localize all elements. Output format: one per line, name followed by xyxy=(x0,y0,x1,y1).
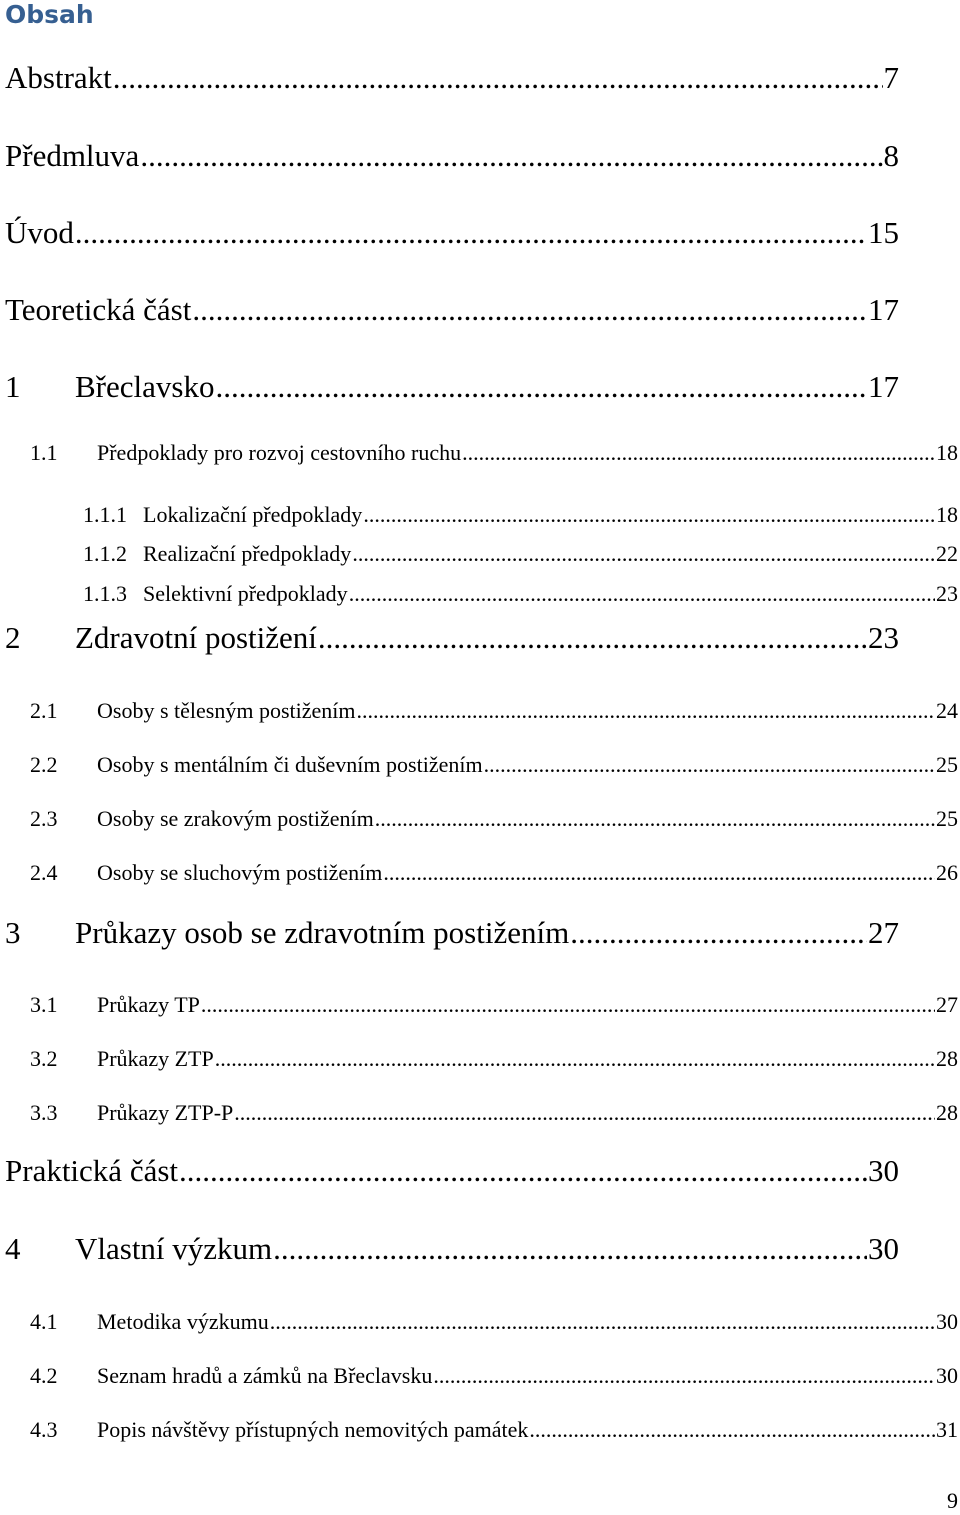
toc-entry-prakticka-cast[interactable] xyxy=(5,1151,899,1191)
toc-entry-text: Selektivní předpoklady xyxy=(143,581,348,606)
toc-entry-number: 1.1.1 xyxy=(83,502,127,527)
toc-entry-text: Teoretická část xyxy=(5,292,192,327)
toc-entry-number: 3 xyxy=(5,915,21,950)
toc-entry-page: 27 xyxy=(868,915,899,950)
toc-entry-text: Průkazy TP xyxy=(97,992,200,1017)
toc-entry-number: 3.3 xyxy=(30,1100,58,1125)
toc-entry-section-4-1[interactable] xyxy=(30,1308,958,1336)
toc-entry-page: 25 xyxy=(936,806,958,831)
toc-entry-chapter-2[interactable] xyxy=(5,618,899,658)
toc-entry-text: Praktická část xyxy=(5,1153,179,1188)
toc-entry-chapter-4[interactable] xyxy=(5,1229,899,1269)
dot-leader xyxy=(318,618,867,658)
dot-leader xyxy=(383,859,935,887)
dot-leader xyxy=(201,991,935,1019)
toc-entry-text: Popis návštěvy přístupných nemovitých památek xyxy=(97,1417,529,1442)
toc-entry-page: 23 xyxy=(936,581,958,606)
dot-leader xyxy=(352,540,935,568)
toc-entry-text: Osoby se sluchovým postižením xyxy=(97,860,383,885)
dot-leader xyxy=(215,1045,935,1073)
toc-entry-uvod[interactable] xyxy=(5,213,899,253)
dot-leader xyxy=(349,580,935,608)
dot-leader xyxy=(375,805,935,833)
toc-entry-teoreticka-cast[interactable] xyxy=(5,290,899,330)
dot-leader xyxy=(270,1308,935,1336)
toc-entry-text: Osoby s tělesným postižením xyxy=(97,698,356,723)
toc-entry-section-4-3[interactable] xyxy=(30,1416,958,1444)
toc-entry-page: 23 xyxy=(868,620,899,655)
toc-entry-text: Lokalizační předpoklady xyxy=(143,502,363,527)
toc-entry-page: 17 xyxy=(868,292,899,327)
toc-entry-text: Seznam hradů a zámků na Břeclavsku xyxy=(97,1363,433,1388)
toc-entry-section-3-3[interactable] xyxy=(30,1099,958,1127)
toc-entry-number: 3.1 xyxy=(30,992,58,1017)
toc-entry-number: 2 xyxy=(5,620,21,655)
toc-entry-page: 26 xyxy=(936,860,958,885)
toc-entry-text: Předmluva xyxy=(5,138,140,173)
toc-entry-number: 1.1 xyxy=(30,440,58,465)
dot-leader xyxy=(113,58,883,98)
toc-entry-subsection-1-1-2[interactable] xyxy=(83,540,958,568)
toc-entry-number: 2.2 xyxy=(30,752,58,777)
dot-leader xyxy=(484,751,935,779)
toc-entry-number: 2.1 xyxy=(30,698,58,723)
toc-entry-subsection-1-1-3[interactable] xyxy=(83,580,958,608)
toc-entry-text: Břeclavsko xyxy=(75,369,215,404)
toc-entry-number: 1 xyxy=(5,369,21,404)
dot-leader xyxy=(192,290,867,330)
toc-entry-page: 18 xyxy=(936,440,958,465)
dot-leader xyxy=(179,1151,867,1191)
toc-entry-number: 2.4 xyxy=(30,860,58,885)
dot-leader xyxy=(363,501,935,529)
toc-entry-section-2-1[interactable] xyxy=(30,697,958,725)
toc-entry-chapter-1[interactable] xyxy=(5,367,899,407)
toc-entry-text: Osoby s mentálním či duševním postižením xyxy=(97,752,483,777)
toc-entry-number: 1.1.3 xyxy=(83,581,127,606)
toc-entry-number: 4 xyxy=(5,1231,21,1266)
toc-entry-number: 3.2 xyxy=(30,1046,58,1071)
toc-entry-page: 28 xyxy=(936,1100,958,1125)
toc-entry-text: Abstrakt xyxy=(5,60,112,95)
toc-entry-section-4-2[interactable] xyxy=(30,1362,958,1390)
toc-entry-page: 17 xyxy=(868,369,899,404)
toc-entry-page: 30 xyxy=(868,1231,899,1266)
toc-entry-text: Osoby se zrakovým postižením xyxy=(97,806,374,831)
toc-entry-page: 15 xyxy=(868,215,899,250)
toc-entry-text: Realizační předpoklady xyxy=(143,541,352,566)
toc-entry-page: 28 xyxy=(936,1046,958,1071)
dot-leader xyxy=(356,697,935,725)
toc-entry-text: Metodika výzkumu xyxy=(97,1309,269,1334)
toc-heading: Obsah xyxy=(5,0,94,29)
toc-entry-text: Průkazy osob se zdravotním postižením xyxy=(75,915,570,950)
toc-entry-number: 2.3 xyxy=(30,806,58,831)
toc-entry-page: 7 xyxy=(883,60,899,95)
toc-entry-text: Předpoklady pro rozvoj cestovního ruchu xyxy=(97,440,462,465)
toc-entry-number: 4.3 xyxy=(30,1417,58,1442)
toc-entry-abstrakt[interactable] xyxy=(5,58,899,98)
toc-entry-number: 4.2 xyxy=(30,1363,58,1388)
dot-leader xyxy=(433,1362,935,1390)
toc-entry-page: 24 xyxy=(936,698,958,723)
toc-entry-page: 22 xyxy=(936,541,958,566)
toc-entry-page: 8 xyxy=(883,138,899,173)
toc-entry-text: Vlastní výzkum xyxy=(75,1231,273,1266)
dot-leader xyxy=(529,1416,935,1444)
toc-entry-page: 18 xyxy=(936,502,958,527)
toc-entry-section-3-1[interactable] xyxy=(30,991,958,1019)
toc-entry-page: 25 xyxy=(936,752,958,777)
toc-entry-page: 30 xyxy=(868,1153,899,1188)
dot-leader xyxy=(462,439,935,467)
dot-leader xyxy=(215,367,867,407)
page-number: 9 xyxy=(947,1488,958,1513)
toc-entry-page: 30 xyxy=(936,1363,958,1388)
dot-leader xyxy=(273,1229,867,1269)
toc-entry-text: Průkazy ZTP xyxy=(97,1046,214,1071)
toc-entry-text: Úvod xyxy=(5,215,74,250)
toc-entry-page: 30 xyxy=(936,1309,958,1334)
toc-entry-section-2-3[interactable] xyxy=(30,805,958,833)
toc-entry-page: 31 xyxy=(936,1417,958,1442)
toc-entry-section-1-1[interactable] xyxy=(30,439,958,467)
dot-leader xyxy=(570,913,867,953)
toc-entry-section-2-2[interactable] xyxy=(30,751,958,779)
toc-entry-section-3-2[interactable] xyxy=(30,1045,958,1073)
toc-entry-number: 4.1 xyxy=(30,1309,58,1334)
toc-entry-section-2-4[interactable] xyxy=(30,859,958,887)
toc-entry-page: 27 xyxy=(936,992,958,1017)
toc-entry-subsection-1-1-1[interactable] xyxy=(83,501,958,529)
dot-leader xyxy=(140,136,882,176)
toc-entry-text: Průkazy ZTP-P xyxy=(97,1100,234,1125)
toc-entry-number: 1.1.2 xyxy=(83,541,127,566)
toc-entry-predmluva[interactable] xyxy=(5,136,899,176)
toc-entry-text: Zdravotní postižení xyxy=(75,620,317,655)
dot-leader xyxy=(234,1099,935,1127)
toc-entry-chapter-3[interactable] xyxy=(5,913,899,953)
dot-leader xyxy=(75,213,867,253)
